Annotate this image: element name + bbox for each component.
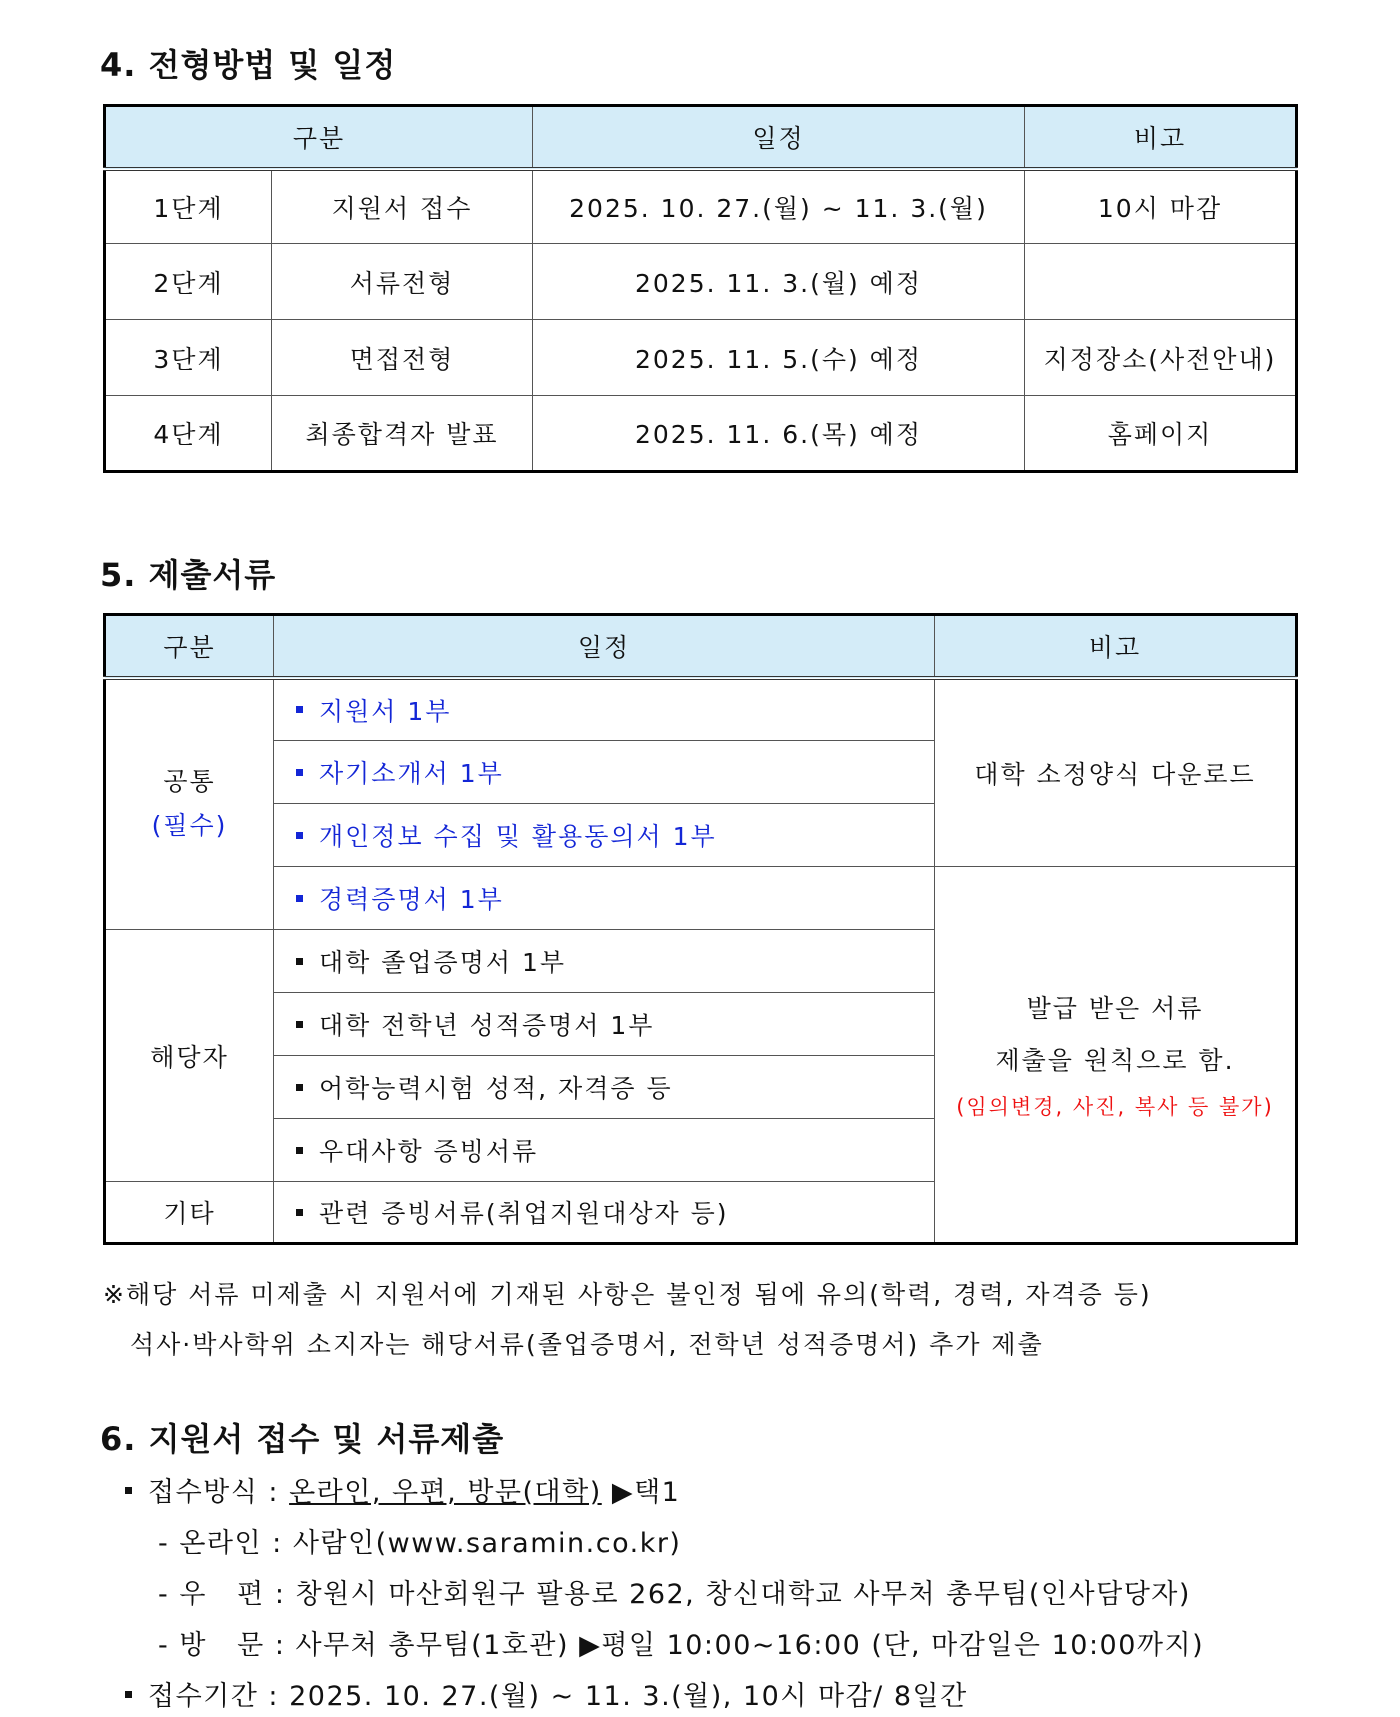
- remark-cell: 지정장소(사전안내): [1025, 320, 1297, 396]
- step-cell: 2단계: [105, 244, 272, 320]
- step-name-cell: 최종합격자 발표: [272, 396, 533, 472]
- note-download-cell: 대학 소정양식 다운로드: [935, 678, 1297, 867]
- header-remark: 비고: [935, 615, 1297, 678]
- step-cell: 3단계: [105, 320, 272, 396]
- document-item-text: 대학 전학년 성적증명서 1부: [319, 1011, 655, 1040]
- document-item: [274, 867, 935, 930]
- bullet-icon: [125, 1487, 132, 1494]
- documents-table: [103, 613, 1298, 1245]
- date-cell: 2025. 11. 5.(수) 예정: [533, 320, 1025, 396]
- bullet-icon: [296, 769, 303, 776]
- document-item-text: 지원서 1부: [319, 696, 452, 726]
- note-issue-warning: (임의변경, 사진, 복사 등 불가): [956, 1094, 1274, 1119]
- note-issue-cell: [935, 867, 1297, 1244]
- bullet-icon: [296, 832, 303, 839]
- date-cell: 2025. 11. 6.(목) 예정: [533, 396, 1025, 472]
- table-row: [105, 678, 1297, 741]
- document-item-text: 대학 졸업증명서 1부: [319, 948, 566, 977]
- document-item-text: 어학능력시험 성적, 자격증 등: [319, 1074, 673, 1103]
- method-line: [125, 1470, 680, 1509]
- step-name-cell: 지원서 접수: [272, 169, 533, 244]
- remark-cell: 10시 마감: [1025, 169, 1297, 244]
- visit-line: - 방 문 : 사무처 총무팀(1호관) ▶평일 10:00~16:00 (단, 마감일은 10:00까지): [158, 1630, 1205, 1661]
- bullet-icon: [296, 1021, 303, 1028]
- document-item: [274, 930, 935, 993]
- period-line: [125, 1674, 968, 1713]
- bullet-icon: [296, 958, 303, 965]
- step-name-cell: 서류전형: [272, 244, 533, 320]
- group-common-label: 공통: [163, 767, 216, 797]
- document-item-text: 자기소개서 1부: [319, 759, 504, 788]
- document-item: [274, 804, 935, 867]
- step-name-cell: 면접전형: [272, 320, 533, 396]
- section-4-title: 4. 전형방법 및 일정: [100, 46, 397, 84]
- online-line: - 온라인 : 사람인(www.saramin.co.kr): [158, 1528, 682, 1559]
- document-item-text: 개인정보 수집 및 활용동의서 1부: [319, 822, 717, 851]
- header-category: 구분: [105, 615, 274, 678]
- mail-line: - 우 편 : 창원시 마산회원구 팔용로 262, 창신대학교 사무처 총무팀(인사담당자): [158, 1579, 1191, 1610]
- method-value: 온라인, 우편, 방문(대학): [289, 1477, 602, 1508]
- document-item: [274, 1056, 935, 1119]
- method-suffix: ▶택1: [601, 1477, 681, 1508]
- section-6-title: 6. 지원서 접수 및 서류제출: [100, 1420, 505, 1458]
- table-row: [105, 396, 1297, 472]
- method-label: 접수방식 :: [148, 1477, 290, 1508]
- period-text: 접수기간 : 2025. 10. 27.(월) ~ 11. 3.(월), 10시 마감/ 8일간: [148, 1681, 968, 1712]
- bullet-icon: [296, 1147, 303, 1154]
- table-row: [105, 169, 1297, 244]
- bullet-icon: [296, 706, 303, 713]
- group-common-cell: [105, 678, 274, 930]
- group-other-cell: 기타: [105, 1182, 274, 1244]
- bullet-icon: [296, 1209, 303, 1216]
- document-item: [274, 678, 935, 741]
- footnote-1: ※해당 서류 미제출 시 지원서에 기재된 사항은 불인정 됨에 유의(학력, 경력, 자격증 등): [103, 1280, 1152, 1309]
- note-issue-line-1: 발급 받은 서류: [1026, 993, 1204, 1023]
- document-item-text: 우대사항 증빙서류: [319, 1137, 539, 1166]
- header-schedule: 일정: [274, 615, 935, 678]
- date-cell: 2025. 10. 27.(월) ~ 11. 3.(월): [533, 169, 1025, 244]
- date-cell: 2025. 11. 3.(월) 예정: [533, 244, 1025, 320]
- document-item: [274, 741, 935, 804]
- section-5-title: 5. 제출서류: [100, 556, 277, 594]
- group-applicable-cell: 해당자: [105, 930, 274, 1182]
- step-cell: 4단계: [105, 396, 272, 472]
- schedule-table: [103, 104, 1298, 473]
- remark-cell: 홈페이지: [1025, 396, 1297, 472]
- document-item-text: 관련 증빙서류(취업지원대상자 등): [319, 1199, 729, 1228]
- header-remark: 비고: [1025, 106, 1297, 169]
- remark-cell: [1025, 244, 1297, 320]
- note-issue-line-2: 제출을 원칙으로 함.: [995, 1045, 1235, 1075]
- group-common-required: (필수): [151, 811, 228, 841]
- table-row: [105, 867, 1297, 930]
- footnote-2: 석사·박사학위 소지자는 해당서류(졸업증명서, 전학년 성적증명서) 추가 제출: [130, 1330, 1044, 1359]
- header-schedule: 일정: [533, 106, 1025, 169]
- document-item: [274, 993, 935, 1056]
- bullet-icon: [296, 895, 303, 902]
- document-item: [274, 1119, 935, 1182]
- bullet-icon: [125, 1691, 132, 1698]
- step-cell: 1단계: [105, 169, 272, 244]
- document-item-text: 경력증명서 1부: [319, 885, 504, 914]
- document-item: [274, 1182, 935, 1244]
- header-category: 구분: [105, 106, 533, 169]
- table-row: [105, 320, 1297, 396]
- table-row: [105, 244, 1297, 320]
- bullet-icon: [296, 1084, 303, 1091]
